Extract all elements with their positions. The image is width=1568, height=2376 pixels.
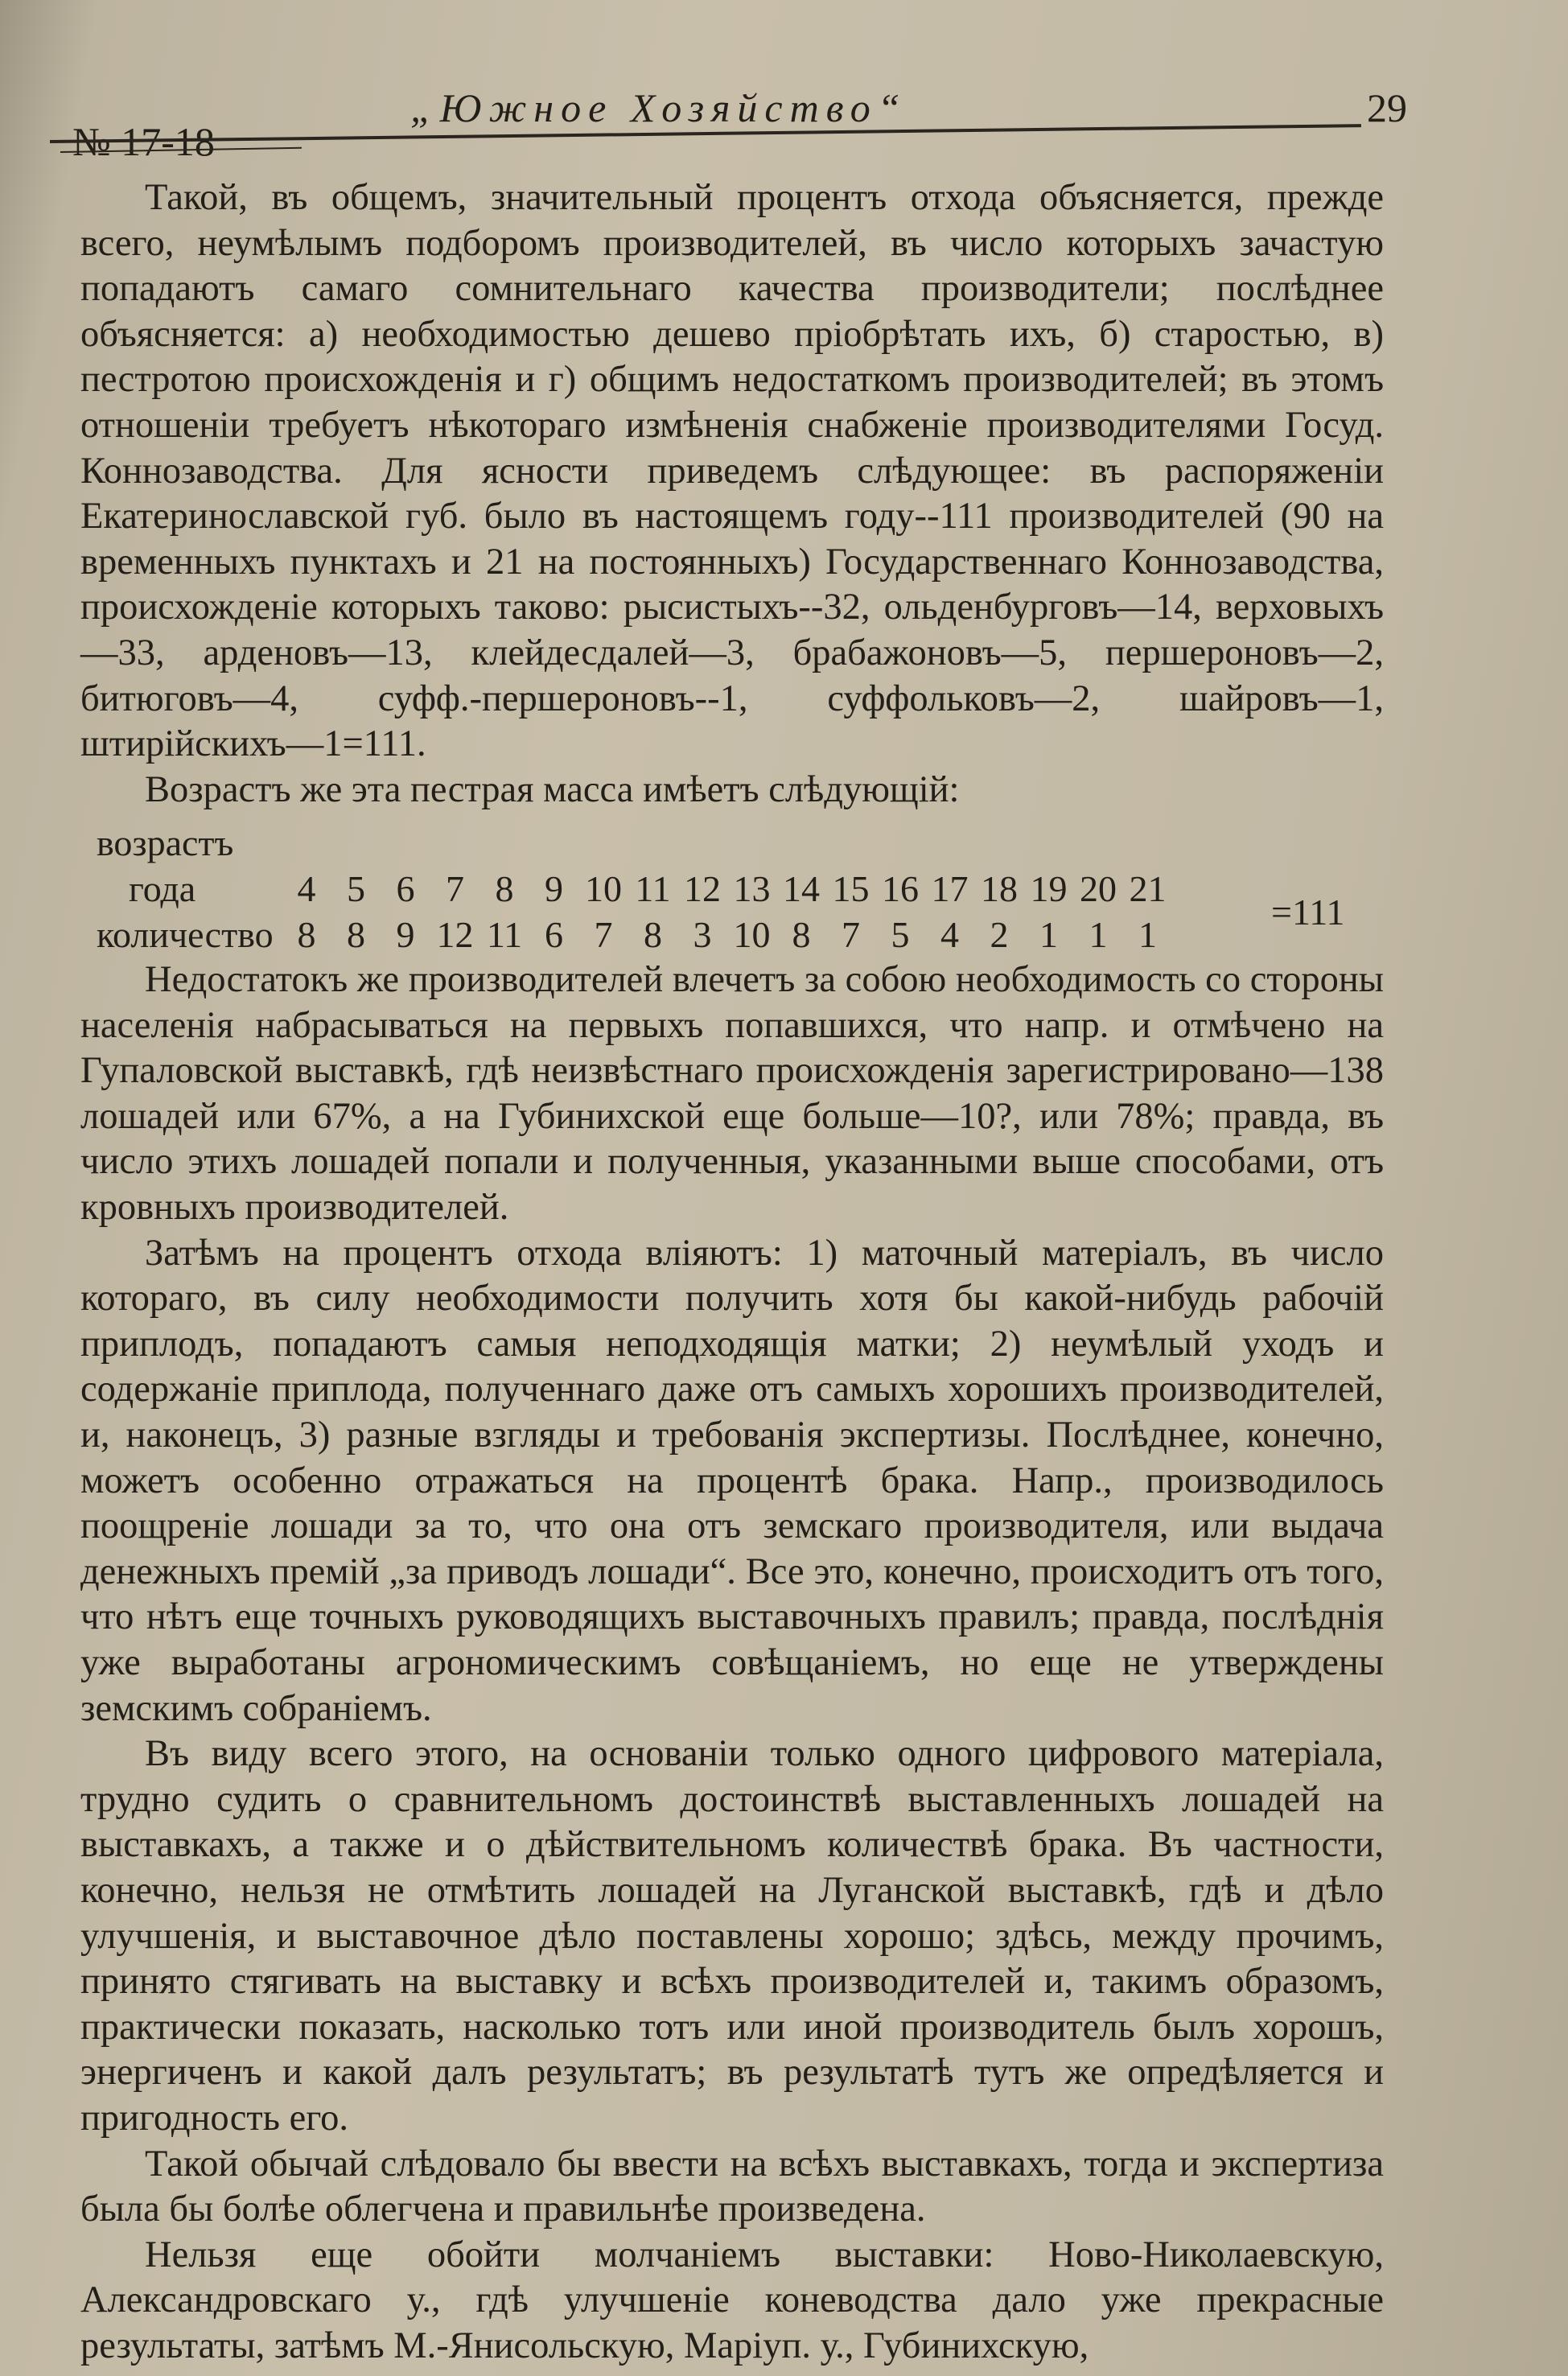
age-cell: 20 bbox=[1080, 867, 1117, 909]
count-cell: 2 bbox=[990, 913, 1009, 955]
issue-number: № 17-18 bbox=[72, 119, 215, 164]
count-cell: 12 bbox=[436, 913, 474, 955]
age-table bbox=[80, 821, 1384, 957]
count-cell: 3 bbox=[693, 913, 712, 955]
paragraph-7: Нельзя еще обойти молчаніемъ выставки: Ново-Николаевскую, Александровскаго у., гдѣ улучшеніе коневодства дало уже прекрасные результаты, затѣмъ М.-Янисольскую, Маріуп. у., Губинихскую, bbox=[80, 2234, 1384, 2366]
count-total: =111 bbox=[1271, 891, 1345, 933]
age-cell: 15 bbox=[832, 867, 870, 909]
count-cell: 8 bbox=[792, 913, 811, 955]
age-cell: 13 bbox=[733, 867, 771, 909]
count-cell: 7 bbox=[594, 913, 613, 955]
age-table-row-label bbox=[80, 821, 1384, 867]
count-cell: 8 bbox=[347, 913, 365, 955]
age-cell: 4 bbox=[297, 867, 316, 909]
age-cell: 5 bbox=[347, 867, 365, 909]
age-cell: 7 bbox=[446, 867, 464, 909]
count-cell: 8 bbox=[644, 913, 662, 955]
count-cell: 11 bbox=[486, 913, 523, 955]
age-cell: 21 bbox=[1129, 867, 1167, 909]
age-cell: 8 bbox=[495, 867, 514, 909]
age-cell: 11 bbox=[635, 867, 671, 909]
count-cell: 1 bbox=[1039, 913, 1058, 955]
paragraph-4: Затѣмъ на процентъ отхода вліяютъ: 1) маточный матеріалъ, въ число котораго, въ силу необходимости получить хотя бы какой-нибудь рабочій приплодъ, попадаютъ самыя неподходящія матки; 2) неумѣлый уходъ и содержаніе приплода, полученнаго даже отъ самыхъ хорошихъ производителей, и, наконецъ, 3) разные взгляды и требованія экспертизы. Послѣднее, конечно, можетъ особенно отражаться на процентѣ брака. Напр., производилось поощреніе лошади за то, что она отъ земскаго производителя, или выдача денежныхъ премій „за приводъ лошади“. Все это, конечно, происходитъ отъ того, что нѣтъ еще точныхъ руководящихъ выставочныхъ правилъ; правда, послѣднія уже выработаны агрономическимъ совѣщаніемъ, но еще не утверждены земскимъ собраніемъ. bbox=[80, 1232, 1384, 1729]
paragraph-2: Возрастъ же эта пестрая масса имѣетъ слѣдующій: bbox=[145, 768, 960, 810]
page-number: 29 bbox=[1367, 85, 1407, 130]
count-label: количество bbox=[97, 913, 274, 955]
count-cell: 4 bbox=[940, 913, 959, 955]
age-table-row-ages bbox=[80, 867, 1384, 912]
paragraph-1: Такой, въ общемъ, значительный процентъ отхода объясняется, прежде всего, неумѣлымъ подборомъ производителей, въ число которыхъ зачастую попадаютъ самаго сомнительнаго качества производители; послѣднее объясняется: а) необходимостью дешево пріобрѣтать ихъ, б) старостью, в) пестротою происхожденія и г) общимъ недостаткомъ производителей; въ этомъ отношеніи требуетъ нѣкотораго измѣненія снабженіе производителями Госуд. Коннозаводства. Для ясности приведемъ слѣдующее: въ распоряженіи Екатеринославской губ. было въ настоящемъ году--111 производителей (90 на временныхъ пунктахъ и 21 на постоянныхъ) Государственнаго Коннозаводства, происхожденіе которыхъ таково: рысистыхъ--32, ольденбурговъ—14, верховыхъ—33, арденовъ—13, клейдесдалей—3, брабажоновъ—5, першероновъ—2, битюговъ—4, суфф.-першероновъ--1, суффольковъ—2, шайровъ—1, штирійскихъ—1=111. bbox=[80, 177, 1384, 765]
count-cell: 10 bbox=[733, 913, 771, 955]
article-body bbox=[80, 175, 1384, 2370]
journal-title: „Южное Хозяйство“ bbox=[410, 85, 907, 130]
age-label-line1: возрастъ bbox=[97, 822, 234, 864]
count-cell: 1 bbox=[1089, 913, 1108, 955]
paragraph-6: Такой обычай слѣдовало бы ввести на всѣхъ выставкахъ, тогда и экспертиза была бы болѣе облегчена и правильнѣе произведена. bbox=[80, 2143, 1384, 2230]
paragraph-5: Въ виду всего этого, на основаніи только одного цифрового матеріала, трудно судить о сравнительномъ достоинствѣ выставленныхъ лошадей на выставкахъ, а также и о дѣйствительномъ количествѣ брака. Въ частности, конечно, нельзя не отмѣтить лошадей на Луганской выставкѣ, гдѣ и дѣло улучшенія, и выставочное дѣло поставлены хорошо; здѣсь, между прочимъ, принято стягивать на выставку и всѣхъ производителей и, такимъ образомъ, практически показать, насколько тотъ или иной производитель былъ хорошъ, энергиченъ и какой далъ результатъ; въ результатѣ тутъ же опредѣляется и пригодность его. bbox=[80, 1733, 1384, 2139]
age-cell: 18 bbox=[981, 867, 1018, 909]
age-cell: 10 bbox=[585, 867, 622, 909]
age-label-line2: года bbox=[129, 867, 196, 909]
count-cell: 9 bbox=[396, 913, 415, 955]
age-cell: 19 bbox=[1030, 867, 1068, 909]
age-cell: 17 bbox=[931, 867, 969, 909]
age-table-row-counts bbox=[80, 891, 1384, 958]
age-cell: 9 bbox=[545, 867, 563, 909]
age-cell: 14 bbox=[783, 867, 820, 909]
count-cell: 6 bbox=[545, 913, 563, 955]
count-cell: 7 bbox=[842, 913, 860, 955]
count-cell: 8 bbox=[297, 913, 316, 955]
age-cell: 16 bbox=[882, 867, 919, 909]
count-cell: 5 bbox=[891, 913, 910, 955]
count-cell: 1 bbox=[1138, 913, 1157, 955]
age-cell: 6 bbox=[396, 867, 415, 909]
age-cell: 12 bbox=[684, 867, 721, 909]
paragraph-3: Недостатокъ же производителей влечетъ за собою необходимость со стороны населенія набрасываться на первыхъ попавшихся, что напр. и отмѣчено на Гупаловской выставкѣ, гдѣ неизвѣстнаго происхожденія зарегистрировано—138 лошадей или 67%, а на Губинихской еще больше—10?, или 78%; правда, въ число этихъ лошадей попали и полученныя, указанными выше способами, отъ кровныхъ производителей. bbox=[80, 959, 1384, 1229]
